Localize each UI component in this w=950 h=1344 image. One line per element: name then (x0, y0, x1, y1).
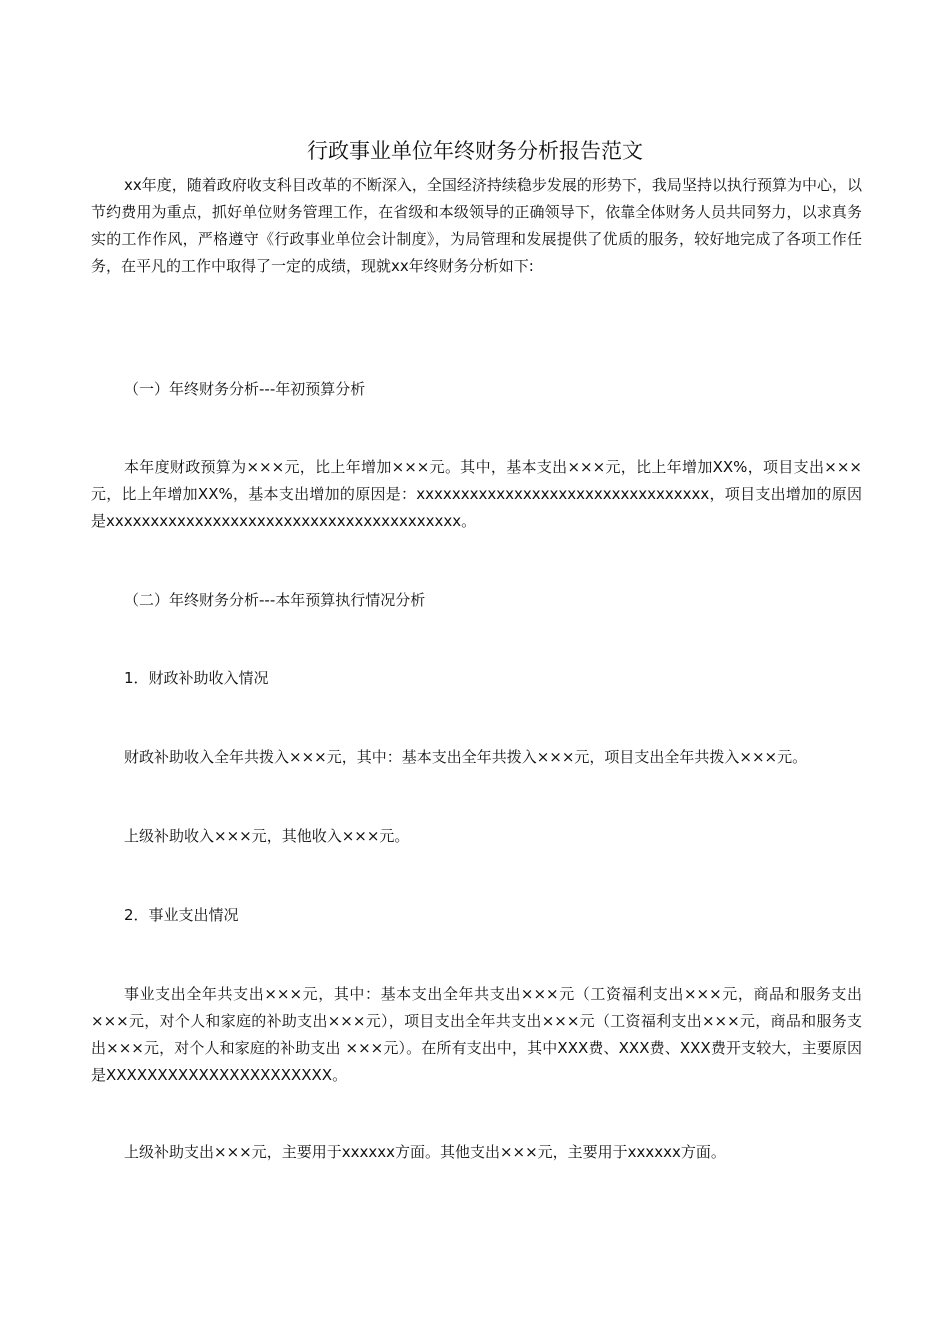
sub2-heading: 2．事业支出情况 (124, 906, 239, 924)
sub1-line1: 财政补助收入全年共拨入×××元，其中：基本支出全年共拨入×××元，项目支出全年共拨入×××元。 (124, 748, 808, 766)
sub1-line2: 上级补助收入×××元，其他收入×××元。 (124, 827, 410, 845)
document-title: 行政事业单位年终财务分析报告范文 (307, 139, 643, 163)
section2-heading: （二）年终财务分析---本年预算执行情况分析 (124, 591, 426, 609)
sub2-line: 上级补助支出×××元，主要用于xxxxxx方面。其他支出×××元，主要用于xxxxxx方面。 (124, 1143, 726, 1161)
section1-heading: （一）年终财务分析---年初预算分析 (124, 380, 366, 398)
sub1-heading: 1．财政补助收入情况 (124, 669, 269, 687)
sub2-paragraph: 事业支出全年共支出×××元，其中：基本支出全年共支出×××元（工资福利支出×××元，商品和服务支出×××元，对个人和家庭的补助支出×××元），项目支出全年共支出×××元（工资福利支出×××元，商品和服务支出×××元，对个人和家庭的补助支出 ×××元）。在所有支出中，其中XXX费、XXX费、XXX费开支较大，主要原因是XXXXXXXXXXXXXXXXXXXXXX。 (91, 985, 862, 1084)
section1-paragraph: 本年度财政预算为×××元，比上年增加×××元。其中，基本支出×××元，比上年增加XX%，项目支出×××元，比上年增加XX%，基本支出增加的原因是：xxxxxxxxxxxxxxxxxxxxxxxxxxxxxxxxx，项目支出增加的原因是xxxxxxxxxxxxxxxxxxxxxxxxxxxxxxxxxxxxxxxx。 (91, 458, 862, 530)
intro-paragraph: xx年度，随着政府收支科目改革的不断深入，全国经济持续稳步发展的形势下，我局坚持以执行预算为中心，以节约费用为重点，抓好单位财务管理工作，在省级和本级领导的正确领导下，依靠全体财务人员共同努力，以求真务实的工作作风，严格遵守《行政事业单位会计制度》，为局管理和发展提供了优质的服务，较好地完成了各项工作任务，在平凡的工作中取得了一定的成绩，现就xx年终财务分析如下: (91, 176, 862, 275)
